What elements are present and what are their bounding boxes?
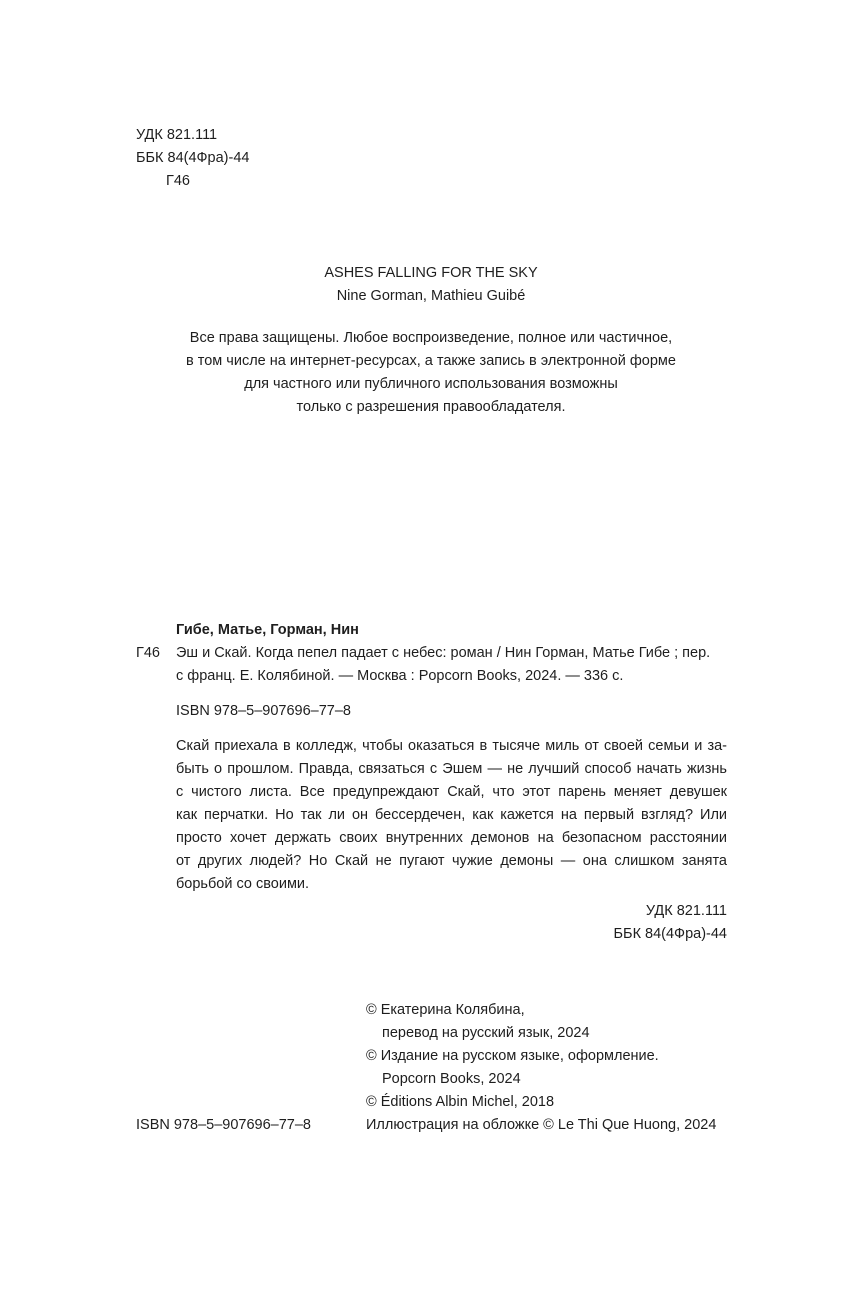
copyright-block [366,999,746,1137]
bib-description [176,642,727,688]
original-title-block [136,262,726,308]
udk-code: УДК 821.111 [136,127,218,143]
original-authors: Nine Gorman, Mathieu Guibé [336,288,526,304]
top-classification-codes [136,124,249,193]
bib-description-line: с франц. Е. Колябиной. — Москва : Popcorn Books, 2024. — 336 с. [176,668,624,684]
rights-line: в том числе на интернет-ресурсах, а также запись в электронной форме [186,353,676,369]
bbk-code: ББК 84(4Фра)-44 [136,150,250,166]
bottom-classification-codes [176,900,727,946]
copyright-line: © Екатерина Колябина, [366,1002,525,1018]
annotation-line: просто хочет держать своих внутренних демонов на безопасном расстоянии [176,830,727,846]
bib-description-line: Эш и Скай. Когда пепел падает с небес: роман / Нин Горман, Матье Гибе ; пер. [176,645,711,661]
copyright-line: Иллюстрация на обложке © Le Thi Que Huong, 2024 [366,1117,717,1133]
rights-line: Все права защищены. Любое воспроизведение, полное или частичное, [189,330,673,346]
rights-notice [136,327,726,419]
copyright-line: перевод на русский язык, 2024 [382,1025,590,1041]
annotation [176,735,727,896]
udk-code: УДК 821.111 [645,903,727,919]
bbk-code: ББК 84(4Фра)-44 [613,926,727,942]
annotation-line: борьбой со своими. [176,876,310,892]
bib-author-mark: Г46 [136,645,160,661]
copyright-line: Popcorn Books, 2024 [382,1071,521,1087]
rights-line: для частного или публичного использования возможны [244,376,618,392]
annotation-line: как перчатки. Но так ли он бессердечен, как кажется на первый взгляд? Или [176,807,727,823]
isbn-bottom: ISBN 978–5–907696–77–8 [136,1117,311,1133]
copyright-line: © Éditions Albin Michel, 2018 [366,1094,555,1110]
rights-line: только с разрешения правообладателя. [296,399,566,415]
bib-author: Гибе, Матье, Горман, Нин [176,622,359,638]
author-mark: Г46 [166,173,190,189]
annotation-line: Скай приехала в колледж, чтобы оказаться в тысяче миль от своей семьи и за- [176,738,727,754]
annotation-line: с чистого листа. Все предупреждают Скай, что этот парень меняет девушек [176,784,727,800]
bib-isbn: ISBN 978–5–907696–77–8 [176,703,351,719]
copyright-line: © Издание на русском языке, оформление. [366,1048,659,1064]
original-title: ASHES FALLING FOR THE SKY [324,265,538,281]
annotation-line: быть о прошлом. Правда, связаться с Эшем — не лучший способ начать жизнь [176,761,727,777]
annotation-line: от других людей? Но Скай не пугают чужие демоны — она слишком занята [176,853,727,869]
